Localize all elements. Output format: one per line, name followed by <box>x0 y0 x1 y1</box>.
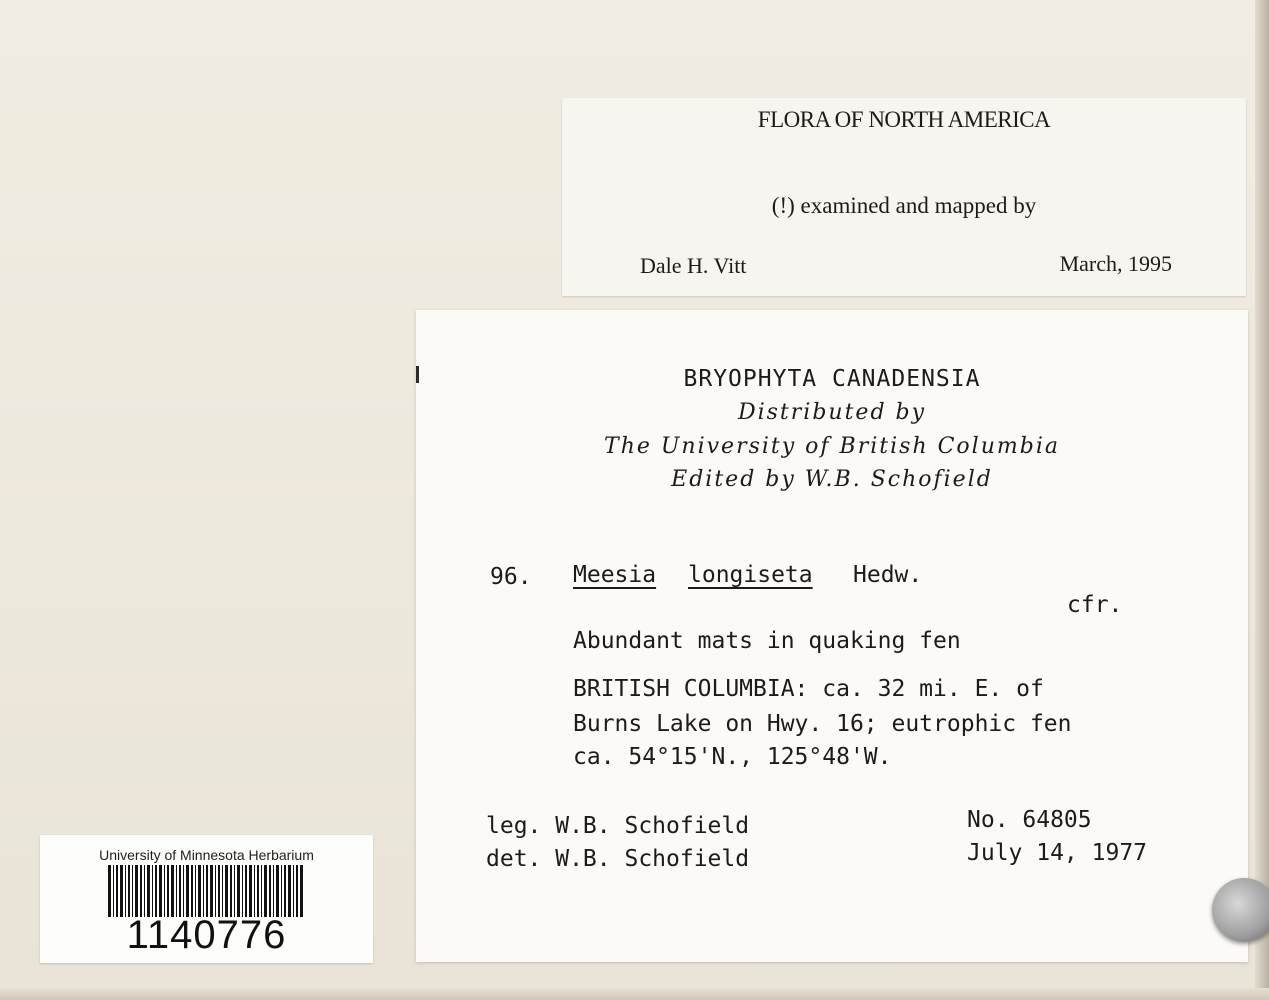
accession-number: 1140776 <box>126 913 287 957</box>
collection-number: No. 64805 <box>967 807 1092 833</box>
sheet-bottom-edge <box>0 988 1269 1000</box>
flora-annotation-label <box>562 98 1246 296</box>
label-header-university: The University of British Columbia <box>604 434 1060 459</box>
specimen-label <box>416 310 1248 962</box>
habitat-text: Abundant mats in quaking fen <box>573 628 961 654</box>
label-header-title: BRYOPHYTA CANADENSIA <box>683 366 981 392</box>
locality-line: ca. 54°15'N., 125°48'W. <box>573 744 892 770</box>
genus-name: Meesia <box>573 562 657 588</box>
barcode-label <box>40 835 373 963</box>
locality-line: Burns Lake on Hwy. 16; eutrophic fen <box>573 711 1072 737</box>
label-header-distributed: Distributed by <box>737 400 927 425</box>
fna-subtitle: (!) examined and mapped by <box>771 193 1037 218</box>
specimen-number: 96. <box>490 564 532 590</box>
collector: leg. W.B. Schofield <box>486 813 750 839</box>
barcode-graphic <box>108 865 304 917</box>
label-header-editor: Edited by W.B. Schofield <box>671 467 993 492</box>
sheet-edge <box>1255 0 1269 1000</box>
species-author: Hedw. <box>853 562 923 588</box>
metal-clip <box>1212 878 1269 942</box>
collection-date: July 14, 1977 <box>967 840 1148 866</box>
determiner: det. W.B. Schofield <box>486 846 750 872</box>
fna-examiner: Dale H. Vitt <box>640 253 747 278</box>
locality-line: BRITISH COLUMBIA: ca. 32 mi. E. of <box>573 676 1044 702</box>
fna-date: March, 1995 <box>1059 251 1172 276</box>
institution-name: University of Minnesota Herbarium <box>99 847 314 863</box>
species-name: longiseta <box>688 562 813 588</box>
fruiting-status: cfr. <box>1067 592 1123 618</box>
fna-title: FLORA OF NORTH AMERICA <box>757 107 1051 132</box>
